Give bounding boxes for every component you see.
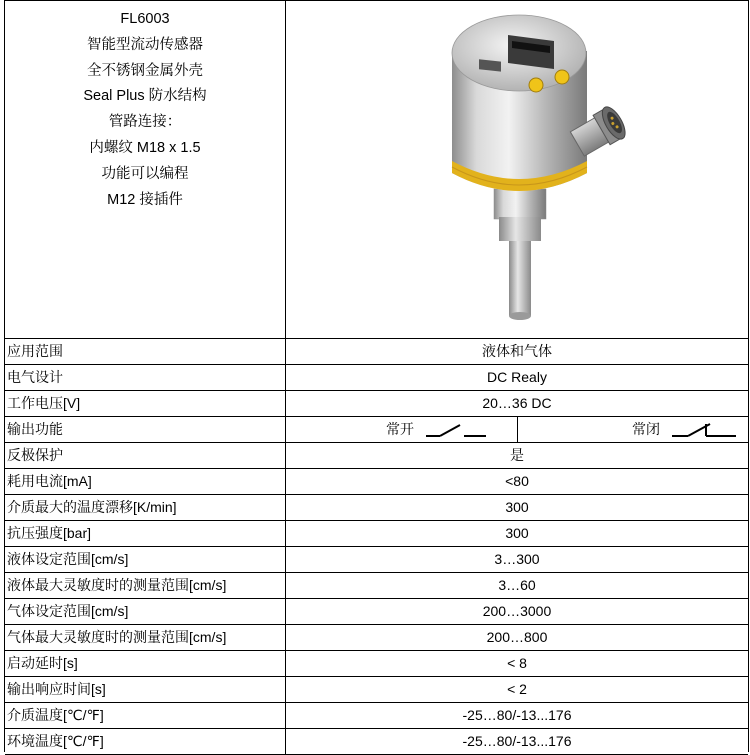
- product-description: [5, 1, 286, 338]
- spec-value: 20…36 DC: [482, 395, 552, 411]
- spec-value: -25…80/-13...176: [462, 733, 572, 749]
- table-row: [5, 365, 748, 391]
- spec-label: 液体最大灵敏度时的测量范围[cm/s]: [5, 573, 286, 598]
- product-line-7: M12 接插件: [107, 191, 183, 208]
- spec-label: 气体设定范围[cm/s]: [5, 599, 286, 624]
- spec-value: 液体和气体: [482, 343, 552, 359]
- spec-label: 介质温度[℃/℉]: [5, 703, 286, 728]
- spec-label: 工作电压[V]: [5, 391, 286, 416]
- spec-value: 200…3000: [482, 603, 552, 619]
- spec-value: 3…300: [494, 551, 540, 567]
- product-line-1: 智能型流动传感器: [87, 36, 203, 53]
- spec-label: 启动延时[s]: [5, 651, 286, 676]
- spec-value: DC Realy: [487, 369, 547, 385]
- product-line-4: 管路连接：: [108, 114, 182, 131]
- spec-label: 反极保护: [5, 443, 286, 468]
- table-row: [5, 495, 748, 521]
- product-photo-cell: [286, 1, 748, 338]
- output-nc-cell: [518, 417, 748, 442]
- spec-value: -25…80/-13...176: [462, 707, 572, 723]
- product-line-6: 功能可以编程: [101, 165, 189, 182]
- spec-value: 300: [505, 525, 529, 541]
- table-row: [5, 651, 748, 677]
- normally-open-symbol-icon: [426, 422, 488, 438]
- spec-label: 环境温度[℃/℉]: [5, 729, 286, 754]
- table-row: [5, 391, 748, 417]
- spec-value: 200…800: [486, 629, 548, 645]
- table-row: [5, 599, 748, 625]
- table-row: [5, 703, 748, 729]
- flow-sensor-image: [286, 1, 749, 337]
- table-row: [5, 417, 748, 443]
- table-row: [5, 729, 748, 755]
- spec-label: 介质最大的温度漂移[K/min]: [5, 495, 286, 520]
- table-row: [5, 573, 748, 599]
- table-row: [5, 625, 748, 651]
- spec-sheet: [4, 0, 749, 752]
- spec-value: < 8: [507, 655, 527, 671]
- table-row: [5, 339, 748, 365]
- spec-value: 是: [510, 447, 524, 463]
- spec-value: <80: [505, 473, 529, 489]
- spec-label: 液体设定范围[cm/s]: [5, 547, 286, 572]
- table-row: [5, 521, 748, 547]
- spec-value: < 2: [507, 681, 527, 697]
- table-row: [5, 677, 748, 703]
- spec-label: 输出响应时间[s]: [5, 677, 286, 702]
- product-line-5: 内螺纹 M18 x 1.5: [89, 139, 201, 156]
- normally-closed-symbol-icon: [672, 422, 738, 438]
- product-line-3: Seal Plus 防水结构: [83, 88, 207, 105]
- spec-label: 耗用电流[mA]: [5, 469, 286, 494]
- spec-label: 输出功能: [5, 417, 286, 442]
- spec-label: 应用范围: [5, 339, 286, 364]
- spec-label: 气体最大灵敏度时的测量范围[cm/s]: [5, 625, 286, 650]
- table-row: [5, 547, 748, 573]
- product-model: FL6003: [120, 11, 170, 27]
- spec-label: 抗压强度[bar]: [5, 521, 286, 546]
- output-nc-label: 常闭: [632, 421, 660, 437]
- table-row: [5, 469, 748, 495]
- spec-value: 300: [505, 499, 529, 515]
- output-no-label: 常开: [386, 421, 414, 437]
- spec-value: 3…60: [498, 577, 536, 593]
- product-line-2: 全不锈钢金属外壳: [87, 62, 203, 79]
- output-no-cell: [286, 417, 518, 442]
- product-header: [5, 1, 748, 339]
- table-row: [5, 443, 748, 469]
- spec-label: 电气设计: [5, 365, 286, 390]
